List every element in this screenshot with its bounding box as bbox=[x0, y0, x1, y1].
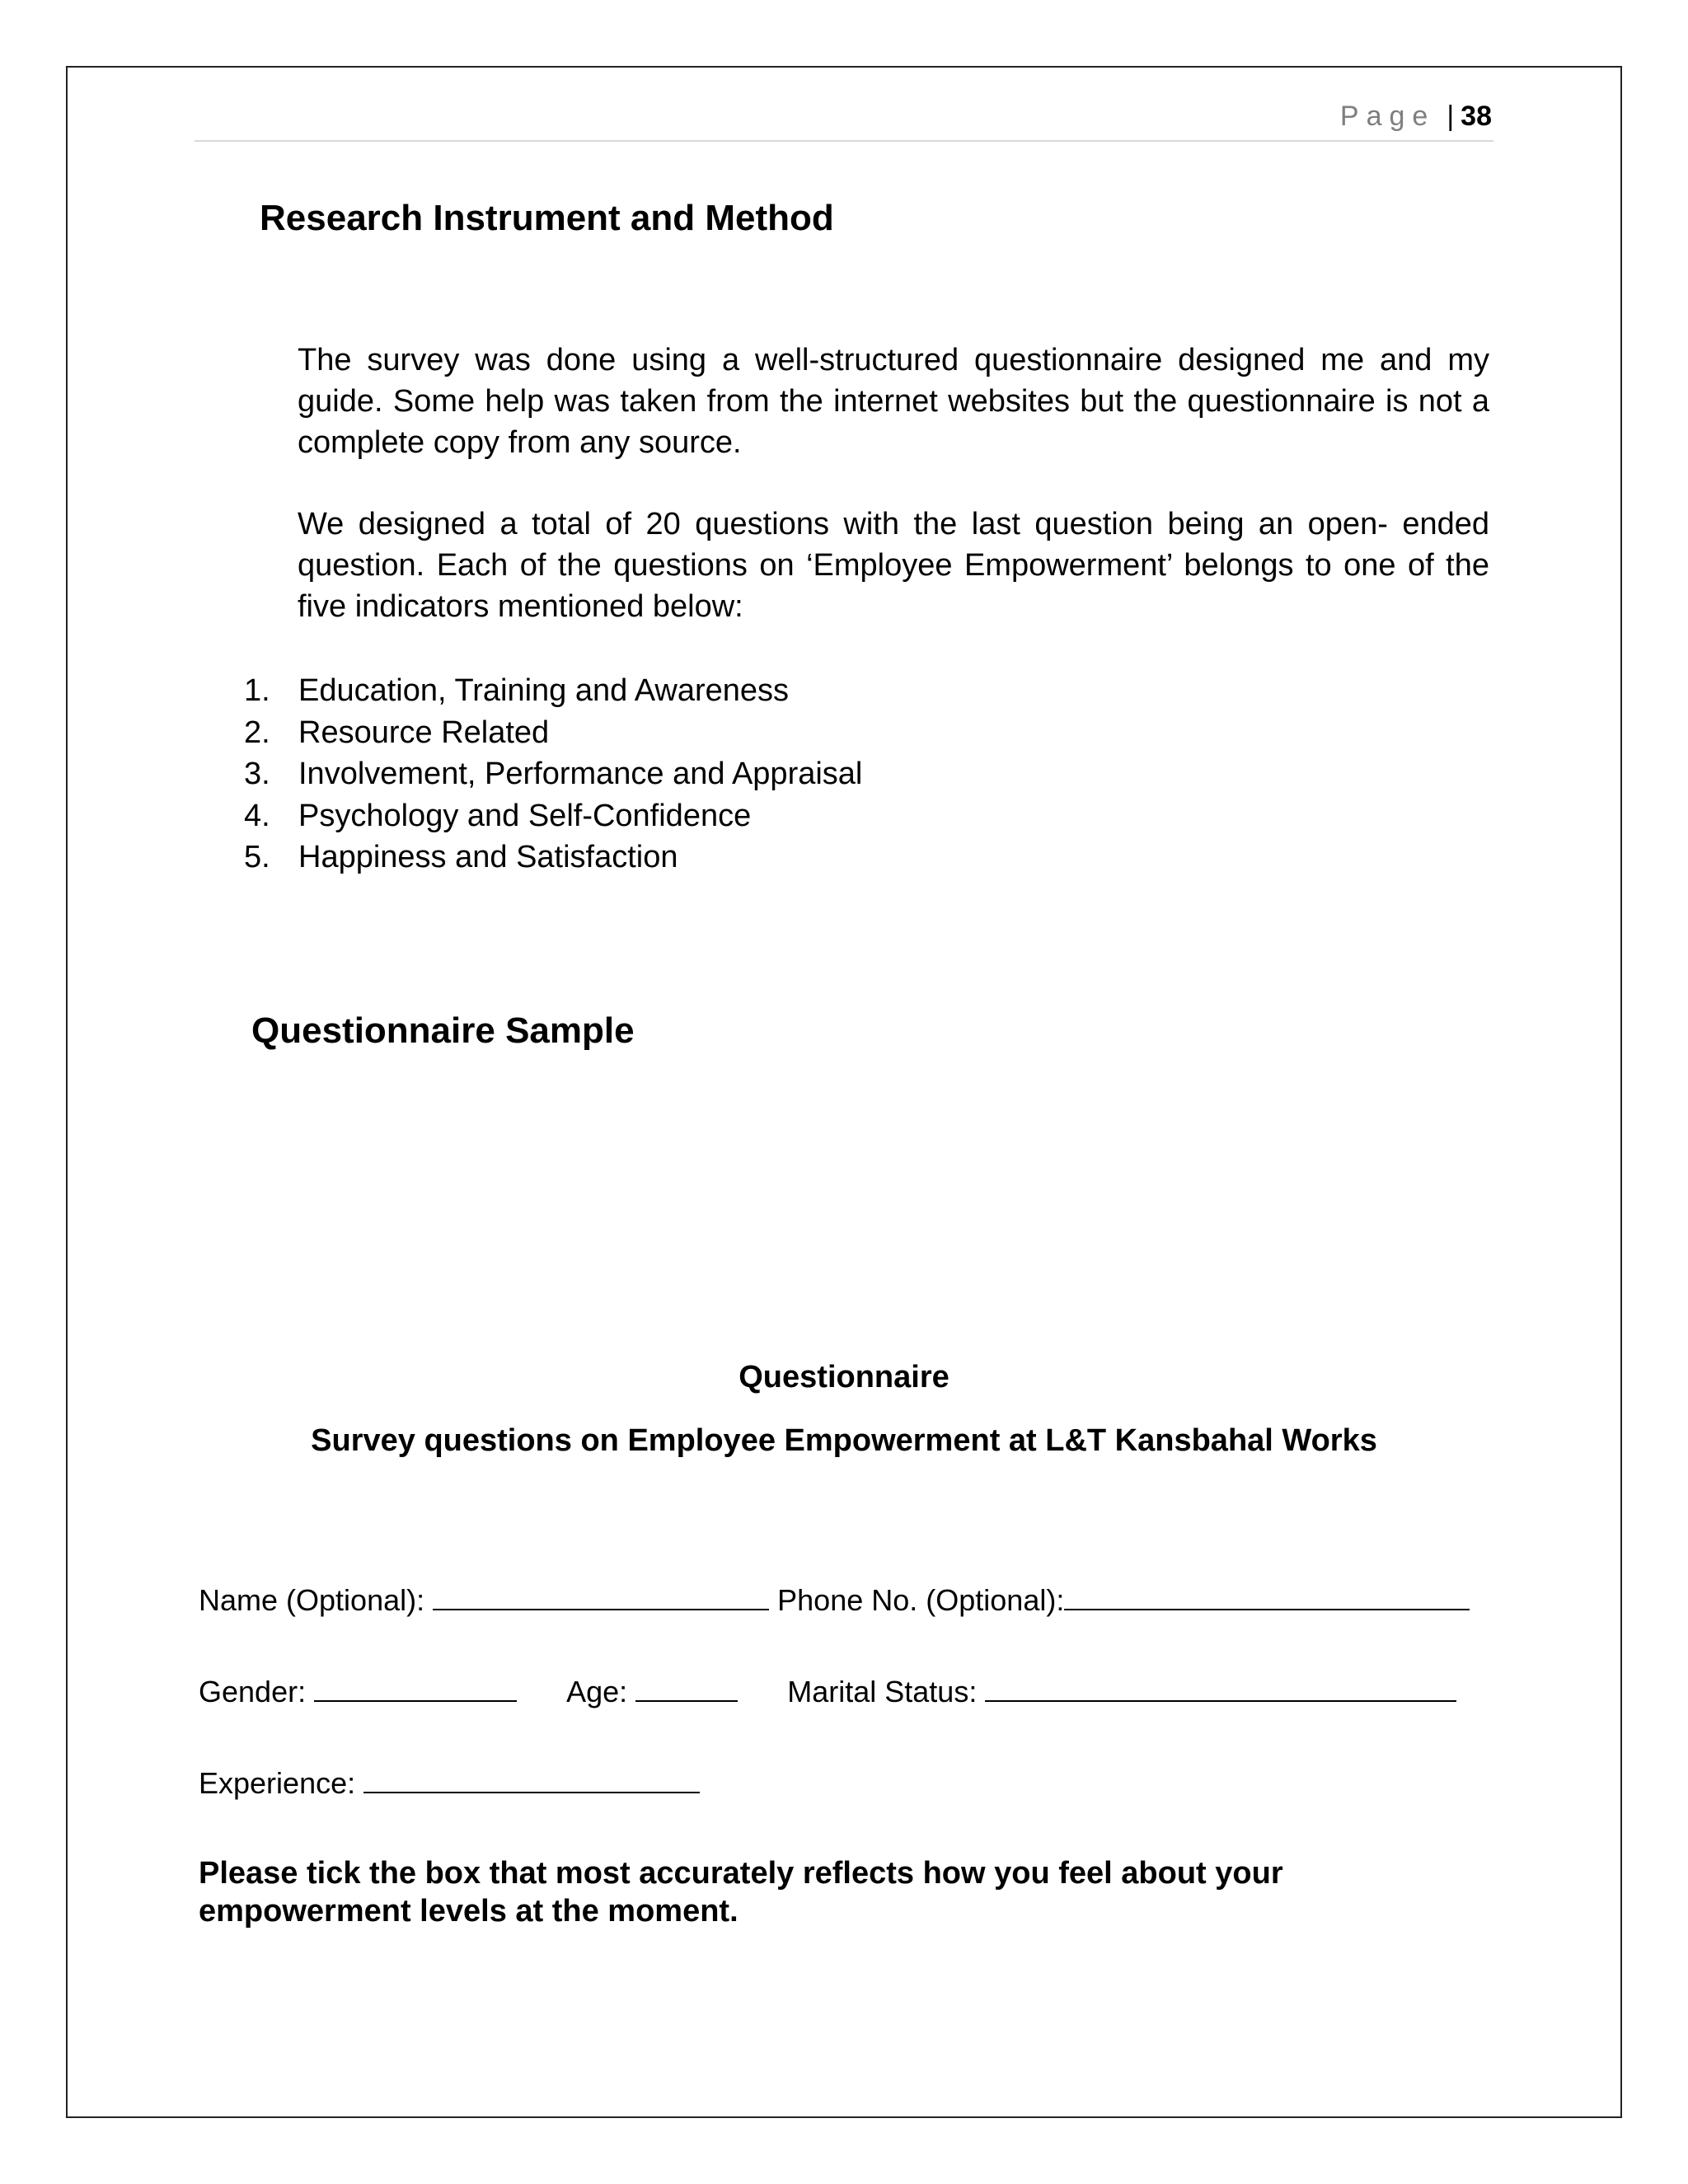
name-field[interactable] bbox=[433, 1579, 769, 1610]
list-number: 1. bbox=[244, 673, 270, 708]
age-label: Age: bbox=[566, 1675, 628, 1708]
list-number: 4. bbox=[244, 798, 270, 833]
list-label: Involvement, Performance and Appraisal bbox=[298, 757, 863, 791]
questionnaire-title: Questionnaire bbox=[738, 1360, 950, 1394]
page-number: 38 bbox=[1461, 101, 1492, 132]
list-label: Happiness and Satisfaction bbox=[298, 840, 678, 874]
page-word: Page bbox=[1339, 101, 1436, 132]
page-number-label bbox=[1340, 101, 1492, 133]
phone-field[interactable] bbox=[1064, 1579, 1470, 1610]
gender-label: Gender: bbox=[199, 1675, 307, 1708]
questionnaire-subtitle: Survey questions on Employee Empowerment at L&T Kansbahal Works bbox=[311, 1423, 1377, 1458]
list-item bbox=[244, 795, 862, 837]
list-label: Resource Related bbox=[298, 715, 550, 750]
experience-label: Experience: bbox=[199, 1766, 356, 1800]
list-number: 2. bbox=[244, 715, 270, 750]
marital-status-field[interactable] bbox=[985, 1671, 1456, 1702]
page-separator: | bbox=[1447, 101, 1455, 132]
list-label: Education, Training and Awareness bbox=[298, 673, 790, 708]
list-number: 3. bbox=[244, 757, 270, 791]
section-title-research: Research Instrument and Method bbox=[260, 198, 834, 238]
section-title-questionnaire-sample: Questionnaire Sample bbox=[251, 1010, 635, 1051]
indicator-list bbox=[244, 670, 862, 879]
name-label: Name (Optional): bbox=[199, 1583, 425, 1617]
age-field[interactable] bbox=[635, 1671, 738, 1702]
paragraph-survey: The survey was done using a well-structured questionnaire designed me and my guide. Some help was taken from the internet websites but the questionnaire is not a complete copy from any source. bbox=[298, 343, 1489, 460]
phone-label: Phone No. (Optional): bbox=[777, 1583, 1065, 1617]
experience-field[interactable] bbox=[363, 1762, 700, 1793]
list-label: Psychology and Self-Confidence bbox=[298, 798, 752, 833]
paragraph-questions: We designed a total of 20 questions with the last question being an open- ended question. Each of the questions on ‘Employee Empowerment’ belongs to one of the five indicators mentioned below: bbox=[298, 507, 1489, 624]
list-item bbox=[244, 753, 862, 795]
field-row-name-phone bbox=[199, 1579, 1470, 1618]
gender-field[interactable] bbox=[314, 1671, 517, 1702]
list-number: 5. bbox=[244, 840, 270, 874]
marital-status-label: Marital Status: bbox=[787, 1675, 978, 1708]
field-row-experience bbox=[199, 1762, 700, 1801]
list-item bbox=[244, 712, 862, 754]
page-header bbox=[195, 97, 1493, 142]
instruction-text: Please tick the box that most accurately reflects how you feel about your empowerment levels at the moment. bbox=[199, 1856, 1283, 1929]
field-row-gender-age-marital bbox=[199, 1671, 1456, 1709]
list-item bbox=[244, 670, 862, 712]
list-item bbox=[244, 837, 862, 879]
